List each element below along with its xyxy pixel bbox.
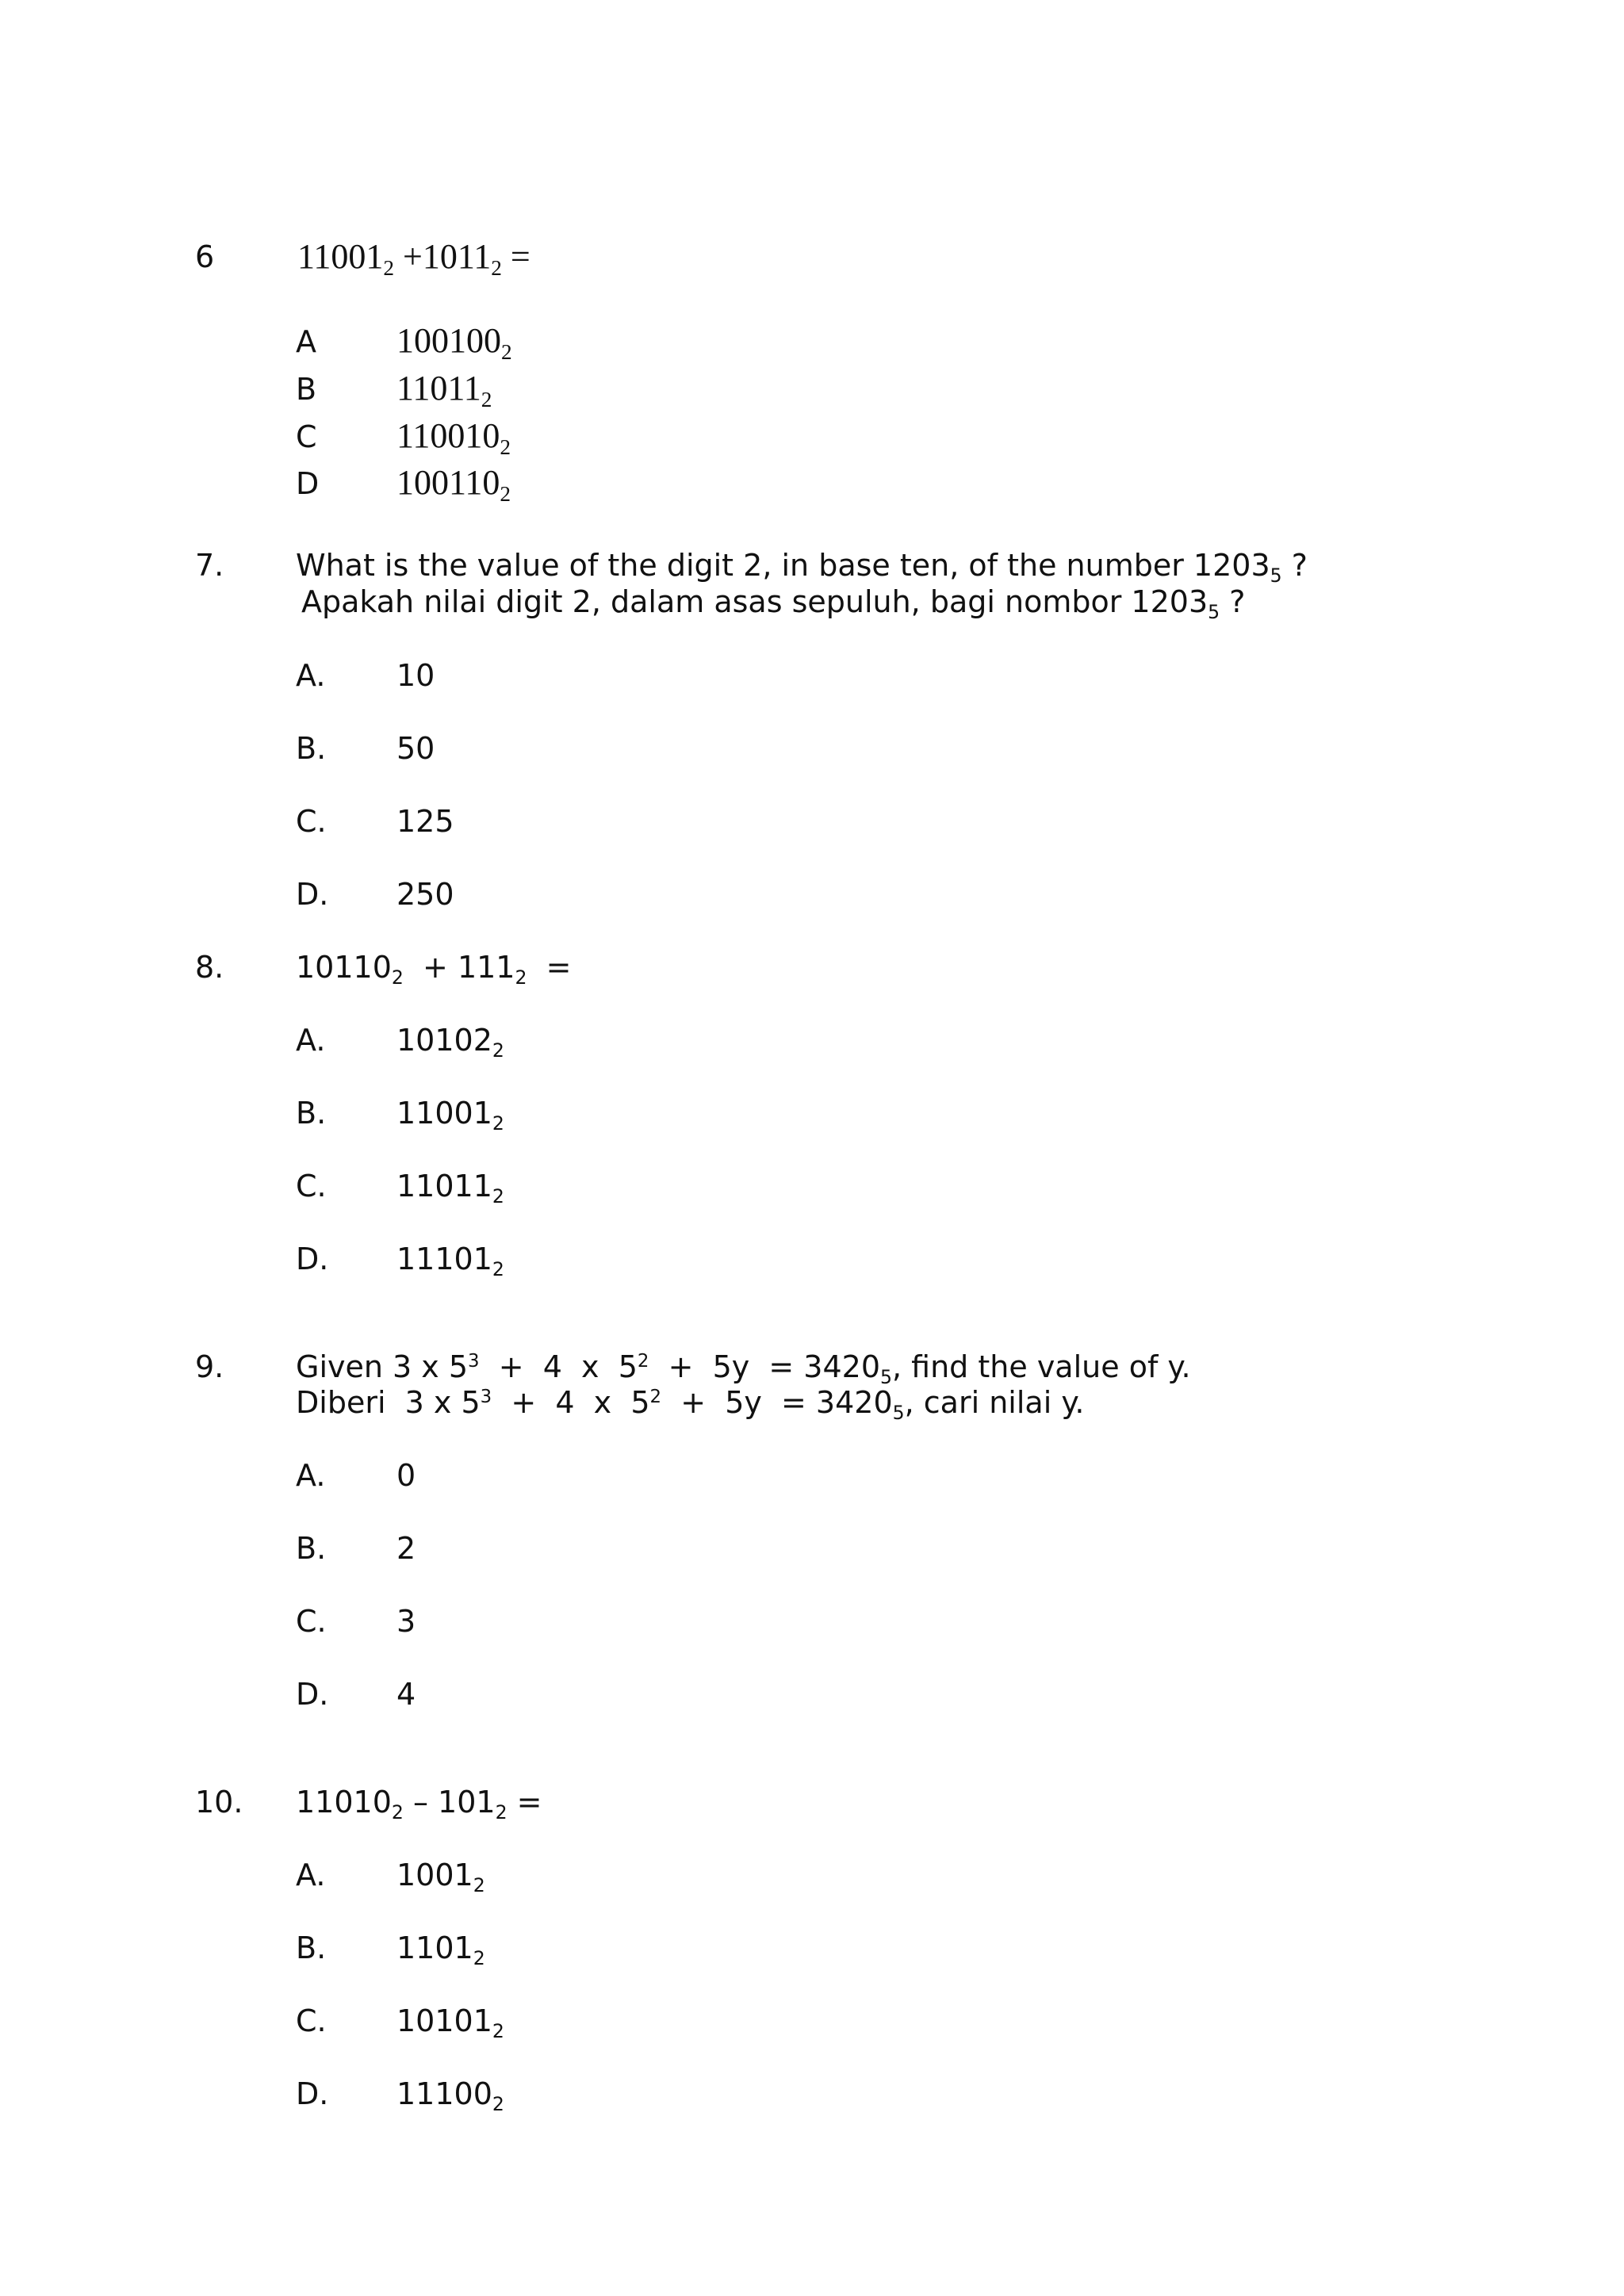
option-value: $100110_2$	[396, 463, 511, 506]
question-number: 6	[195, 239, 215, 274]
option-letter: C.	[296, 2003, 327, 2038]
option-value: 4	[396, 1677, 416, 1712]
option-letter: A.	[296, 1458, 326, 1493]
option-value: $11100_2$	[396, 2076, 504, 2115]
option-letter: D.	[296, 1677, 329, 1712]
question-stem-malay: Diberi 3 x $5^3 + 4$ x $5^2 + 5y = 3420_5$, cari nilai y.	[296, 1385, 1085, 1424]
option-value: $11001_2$	[396, 1096, 504, 1135]
question-number: 9.	[195, 1349, 224, 1384]
option-value: $1101_2$	[396, 1931, 485, 1969]
option-letter: A	[296, 324, 316, 359]
option-value: $10102_2$	[396, 1023, 504, 1062]
option-value: 2	[396, 1531, 416, 1566]
option-value: $11011_2$	[396, 1169, 504, 1207]
option-value: $10101_2$	[396, 2003, 504, 2042]
option-value: 0	[396, 1458, 416, 1493]
option-value: 125	[396, 804, 454, 839]
question-stem: $11001_2 +1011_2$ =	[297, 237, 530, 280]
option-letter: C.	[296, 1169, 327, 1203]
question-number: 7.	[195, 548, 224, 583]
question-stem-english: What is the value of the digit 2, in base ten, of the number $1203_5$ ?	[296, 548, 1308, 587]
option-letter: A.	[296, 1023, 326, 1058]
option-value: 50	[396, 731, 435, 766]
option-letter: C.	[296, 804, 327, 839]
question-stem: $11010_2 - 101_2$ =	[296, 1785, 542, 1823]
option-letter: D.	[296, 2076, 329, 2111]
option-value: $110010_2$	[396, 416, 511, 459]
option-letter: A.	[296, 1858, 326, 1892]
option-letter: A.	[296, 658, 326, 693]
option-letter: C	[296, 419, 317, 454]
option-value: $11101_2$	[396, 1242, 504, 1280]
option-letter: B.	[296, 1931, 327, 1965]
option-value: $100100_2$	[396, 321, 512, 364]
option-value: 3	[396, 1604, 416, 1639]
question-stem: $10110_2 + 111_2$ =	[296, 950, 572, 989]
question-number: 10.	[195, 1785, 243, 1820]
option-letter: B.	[296, 731, 327, 766]
option-letter: D.	[296, 1242, 329, 1276]
question-stem-english: Given 3 x $5^3 + 4$ x $5^2 + 5y = 3420_5$, find the value of y.	[296, 1349, 1191, 1388]
option-value: 250	[396, 877, 454, 912]
option-letter: B.	[296, 1096, 327, 1131]
question-stem-malay: Apakah nilai digit 2, dalam asas sepuluh, bagi nombor $1203_5$ ?	[301, 584, 1246, 623]
option-letter: D.	[296, 877, 329, 912]
option-letter: B	[296, 372, 317, 407]
option-value: $11011_2$	[396, 369, 492, 411]
option-value: $1001_2$	[396, 1858, 485, 1896]
option-value: 10	[396, 658, 435, 693]
option-letter: C.	[296, 1604, 327, 1639]
option-letter: D	[296, 466, 320, 501]
option-letter: B.	[296, 1531, 327, 1566]
question-number: 8.	[195, 950, 224, 985]
